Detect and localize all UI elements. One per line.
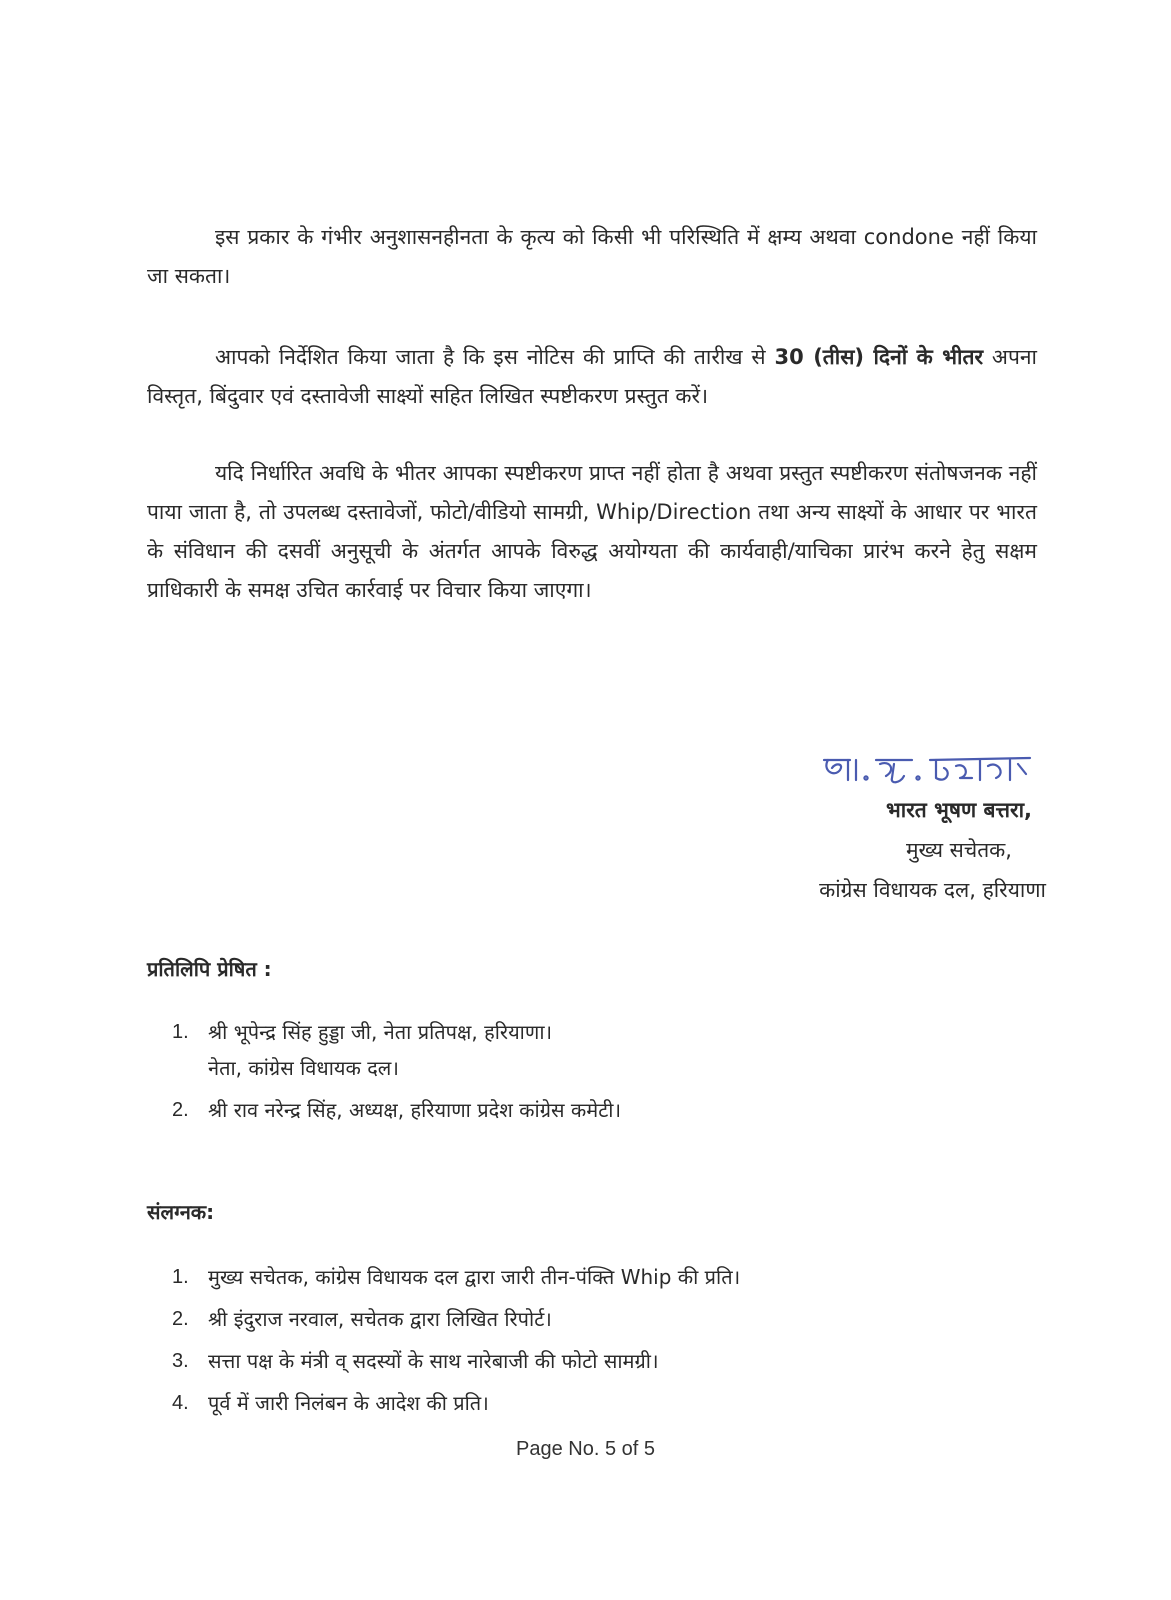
list-item-number: 4. (172, 1392, 189, 1414)
signature-block (819, 790, 1046, 910)
handwritten-signature (820, 748, 1040, 788)
list-item-number: 1. (172, 1266, 189, 1288)
paragraph-condone (147, 218, 1037, 296)
enclosures-list (172, 1257, 1032, 1425)
paragraph-condone-text: इस प्रकार के गंभीर अनुशासनहीनता के कृत्य को किसी भी परिस्थिति में क्षम्य अथवा condone नहीं किया जा सकता। (147, 225, 1037, 288)
list-item-line: श्री राव नरेन्द्र सिंह, अध्यक्ष, हरियाणा प्रदेश कांग्रेस कमेटी। (208, 1098, 622, 1122)
paragraph-directive-text-b: अपना विस्तृत, बिंदुवार एवं दस्तावेजी साक्ष्यों सहित लिखित स्पष्टीकरण प्रस्तुत करें। (147, 345, 1037, 408)
list-item (172, 1014, 1032, 1086)
list-item (172, 1383, 1032, 1423)
signatory-designation: मुख्य सचेतक, (905, 838, 1012, 862)
list-item (172, 1299, 1032, 1339)
signatory-name: भारत भूषण बत्तरा, (886, 798, 1032, 822)
paragraph-consequence (147, 454, 1037, 610)
list-item-number: 2. (172, 1308, 189, 1330)
list-item-line: श्री भूपेन्द्र सिंह हुड्डा जी, नेता प्रतिपक्ष, हरियाणा। (208, 1020, 553, 1044)
copy-to-list (172, 1014, 1032, 1134)
list-item-text: मुख्य सचेतक, कांग्रेस विधायक दल द्वारा जारी तीन-पंक्ति Whip की प्रति। (208, 1265, 741, 1289)
signatory-office: कांग्रेस विधायक दल, हरियाणा (819, 878, 1046, 902)
deadline-bold: 30 (तीस) दिनों के भीतर (774, 345, 984, 369)
copy-to-heading: प्रतिलिपि प्रेषित : (147, 957, 272, 981)
enclosures-heading: संलग्नक: (147, 1200, 215, 1224)
paragraph-directive-text-a: आपको निर्देशित किया जाता है कि इस नोटिस की प्राप्ति की तारीख से (215, 345, 775, 369)
list-item (172, 1341, 1032, 1381)
list-item-number: 3. (172, 1350, 189, 1372)
list-item-text: श्री इंदुराज नरवाल, सचेतक द्वारा लिखित रिपोर्ट। (208, 1307, 552, 1331)
list-item (172, 1092, 1032, 1128)
paragraph-consequence-text: यदि निर्धारित अवधि के भीतर आपका स्पष्टीकरण प्राप्त नहीं होता है अथवा प्रस्तुत स्पष्टीकरण संतोषजनक नहीं पाया जाता है, तो उपलब्ध दस्तावेजों, फोटो/वीडियो सामग्री, Whip/Direction तथा अन्य साक्ष्यों के आधार पर भारत के संविधान की दसवीं अनुसूची के अंतर्गत आपके विरुद्ध अयोग्यता की कार्यवाही/याचिका प्रारंभ करने हेतु सक्षम प्राधिकारी के समक्ष उचित कार्रवाई पर विचार किया जाएगा। (147, 461, 1037, 602)
list-item (172, 1257, 1032, 1297)
list-item-number: 2. (172, 1099, 189, 1121)
paragraph-directive (147, 338, 1037, 416)
list-item-number: 1. (172, 1021, 189, 1043)
list-item-line: नेता, कांग्रेस विधायक दल। (208, 1056, 399, 1080)
list-item-text: पूर्व में जारी निलंबन के आदेश की प्रति। (208, 1391, 489, 1415)
list-item-text: सत्ता पक्ष के मंत्री व् सदस्यों के साथ नारेबाजी की फोटो सामग्री। (208, 1349, 659, 1373)
page-number-footer: Page No. 5 of 5 (516, 1438, 655, 1460)
